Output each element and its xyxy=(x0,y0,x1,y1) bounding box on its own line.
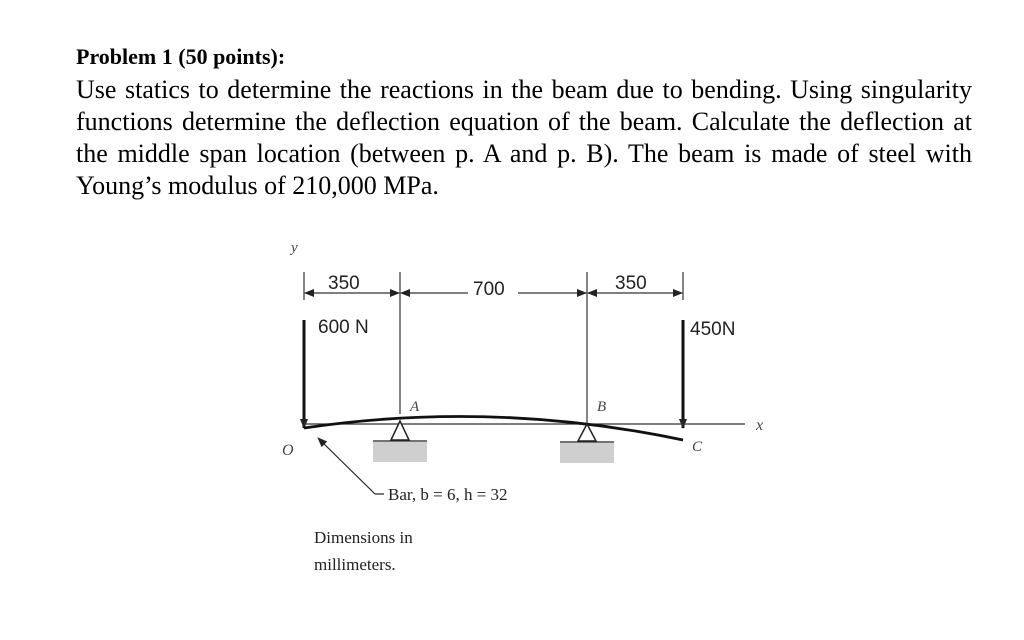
bar-label: Bar, b = 6, h = 32 xyxy=(388,485,508,504)
dimension-label-right: 350 xyxy=(615,273,647,294)
support-b-label: B xyxy=(597,399,607,415)
load-label-right: 450N xyxy=(690,319,736,340)
problem-heading: Problem 1 (50 points): xyxy=(76,44,286,69)
dimensions-note-line1: Dimensions in xyxy=(314,528,413,547)
support-b-ground xyxy=(560,443,614,463)
dimensions-note-line2: millimeters. xyxy=(314,555,396,574)
origin-label: O xyxy=(282,442,294,459)
load-label-left: 600 N xyxy=(318,317,369,338)
dimension-label-middle: 700 xyxy=(473,279,505,300)
deflected-beam xyxy=(304,416,683,440)
y-axis-label: y xyxy=(291,240,298,256)
point-c-label: C xyxy=(692,439,703,455)
dimension-label-left: 350 xyxy=(328,273,360,294)
support-a-ground xyxy=(373,442,427,462)
problem-statement: Use statics to determine the reactions in the beam due to bending. Using singularity functions determine the deflection equation of the beam. Calculate the deflection at the middle span location (between p. A and p. B). The beam is made of steel with Young’s modulus of 210,000 MPa. xyxy=(76,75,972,200)
support-b-triangle xyxy=(578,424,596,441)
bar-leader-line xyxy=(318,438,375,494)
x-axis-label: x xyxy=(756,417,764,434)
support-a-label: A xyxy=(410,399,420,415)
